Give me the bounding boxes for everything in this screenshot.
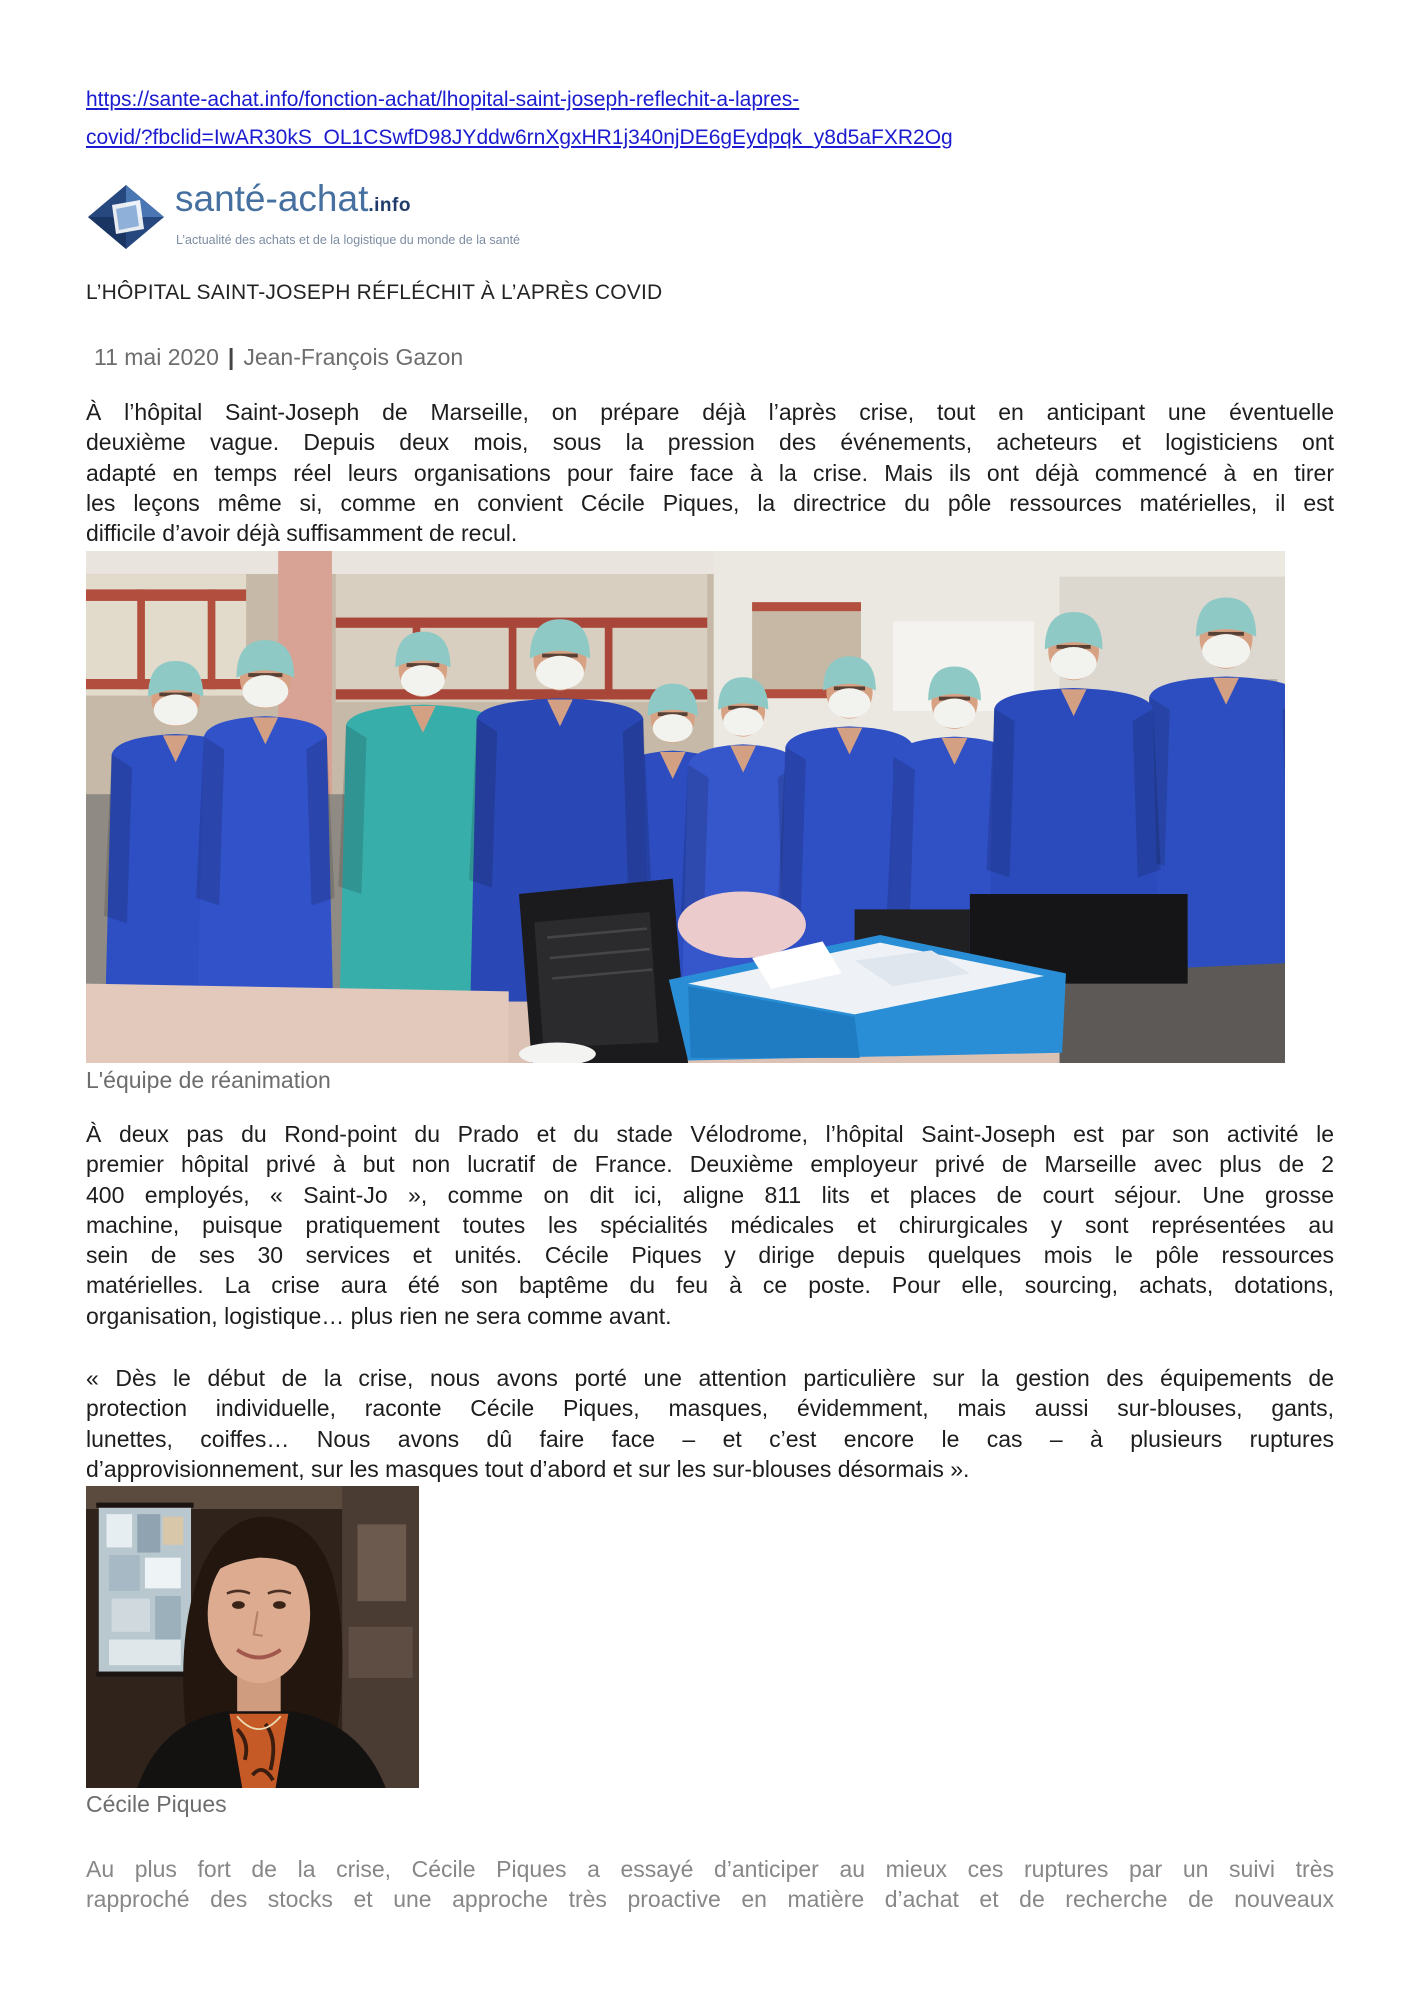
face-mask bbox=[653, 714, 693, 742]
face-mask bbox=[536, 656, 584, 690]
text-line: d’approvisionnement, sur les masques tout d’abord et sur les sur-blouses désormais ». bbox=[86, 1455, 970, 1482]
team-photo-caption: L'équipe de réanimation bbox=[86, 1067, 331, 1093]
paragraph-hospital bbox=[86, 1119, 1334, 1331]
text-line: organisation, logistique… plus rien ne sera comme avant. bbox=[86, 1302, 672, 1329]
text-line: deuxième vague. Depuis deux mois, sous la pression des événements, acheteurs et logisticiens ont bbox=[86, 429, 1334, 456]
text-line: adapté en temps réel leurs organisations pour faire face à la crise. Mais ils ont déjà commencé à en tirer bbox=[86, 459, 1334, 486]
paragraph-anticipation bbox=[86, 1854, 1334, 1915]
text-line: À l’hôpital Saint-Joseph de Marseille, on prépare déjà l’après crise, tout en anticipant une éventuelle bbox=[86, 399, 1334, 425]
face-mask bbox=[154, 695, 198, 726]
portrait-photo bbox=[86, 1486, 419, 1788]
source-url-link-line-2[interactable]: covid/?fbclid=IwAR30kS_OL1CSwfD98JYddw6rnXgxHR1j340njDE6gEydpqk_y8d5aFXR2Og bbox=[86, 126, 953, 149]
text-line: protection individuelle, raconte Cécile Piques, masques, évidemment, mais aussi sur-blouses, gants, bbox=[86, 1395, 1334, 1422]
chair-back bbox=[678, 891, 806, 958]
face-mask bbox=[401, 665, 445, 696]
author-name: Jean-François Gazon bbox=[243, 344, 464, 370]
face-mask bbox=[934, 699, 976, 729]
face-mask bbox=[242, 675, 288, 707]
publish-date: 11 mai 2020 bbox=[94, 344, 219, 370]
face-mask bbox=[723, 708, 763, 736]
text-line: Au plus fort de la crise, Cécile Piques a essayé d’anticiper au mieux ces ruptures par un suivi très bbox=[86, 1856, 1334, 1882]
site-logo[interactable] bbox=[86, 178, 556, 251]
source-url bbox=[86, 81, 953, 157]
byline-separator: | bbox=[227, 344, 235, 370]
computer-tower bbox=[519, 879, 688, 1063]
text-line: « Dès le début de la crise, nous avons porté une attention particulière sur la gestion des équipements de bbox=[86, 1365, 1334, 1391]
stained-window bbox=[96, 1503, 193, 1677]
source-url-link-line-1[interactable]: https://sante-achat.info/fonction-achat/lhopital-saint-joseph-reflechit-a-lapres- bbox=[86, 88, 800, 111]
team-photo-illustration bbox=[86, 551, 1285, 1063]
article-title: L’HÔPITAL SAINT-JOSEPH RÉFLÉCHIT À L’APRÈS COVID bbox=[86, 281, 663, 304]
face-mask bbox=[1051, 647, 1097, 679]
center-windows bbox=[336, 574, 707, 702]
text-line: 400 employés, « Saint-Jo », comme on dit ici, aligne 811 lits et places de court séjour. Une grosse bbox=[86, 1181, 1334, 1208]
paragraph-quote bbox=[86, 1363, 1334, 1484]
text-line: difficile d’avoir déjà suffisamment de recul. bbox=[86, 520, 518, 547]
text-line: premier hôpital privé à but non lucratif de France. Deuxième employeur privé de Marseille avec plus de 2 bbox=[86, 1151, 1334, 1178]
text-line: lunettes, coiffes… Nous avons dû faire face – et c’est encore le cas – à plusieurs ruptures bbox=[86, 1425, 1334, 1452]
text-line: rapproché des stocks et une approche très proactive en matière d’achat et de recherche de nouveaux bbox=[86, 1886, 1334, 1913]
portrait-illustration bbox=[86, 1486, 419, 1788]
team-photo bbox=[86, 551, 1285, 1063]
text-line: sein de ses 30 services et unités. Cécile Piques y dirige depuis quelques mois le pôle ressources bbox=[86, 1242, 1334, 1269]
text-line: les leçons même si, comme en convient Cécile Piques, la directrice du pôle ressources matérielles, il est bbox=[86, 489, 1334, 516]
text-line: matérielles. La crise aura été son baptême du feu à ce poste. Pour elle, sourcing, achats, dotations, bbox=[86, 1272, 1334, 1299]
logo-wordmark bbox=[175, 177, 411, 229]
byline bbox=[94, 342, 463, 372]
logo-cube-icon bbox=[86, 183, 166, 251]
logo-name: santé-achat bbox=[175, 178, 369, 219]
logo-suffix: .info bbox=[368, 195, 411, 216]
text-line: machine, puisque pratiquement toutes les spécialités médicales et chirurgicales y sont représentées au bbox=[86, 1211, 1334, 1238]
portrait-caption: Cécile Piques bbox=[86, 1791, 227, 1817]
face-mask bbox=[1202, 634, 1250, 668]
text-line: À deux pas du Rond-point du Prado et du stade Vélodrome, l’hôpital Saint-Joseph est par son activité le bbox=[86, 1121, 1334, 1147]
face-mask bbox=[828, 688, 870, 718]
paragraph-intro bbox=[86, 397, 1334, 548]
logo-tagline: L’actualité des achats et de la logistique du monde de la santé bbox=[176, 233, 520, 247]
